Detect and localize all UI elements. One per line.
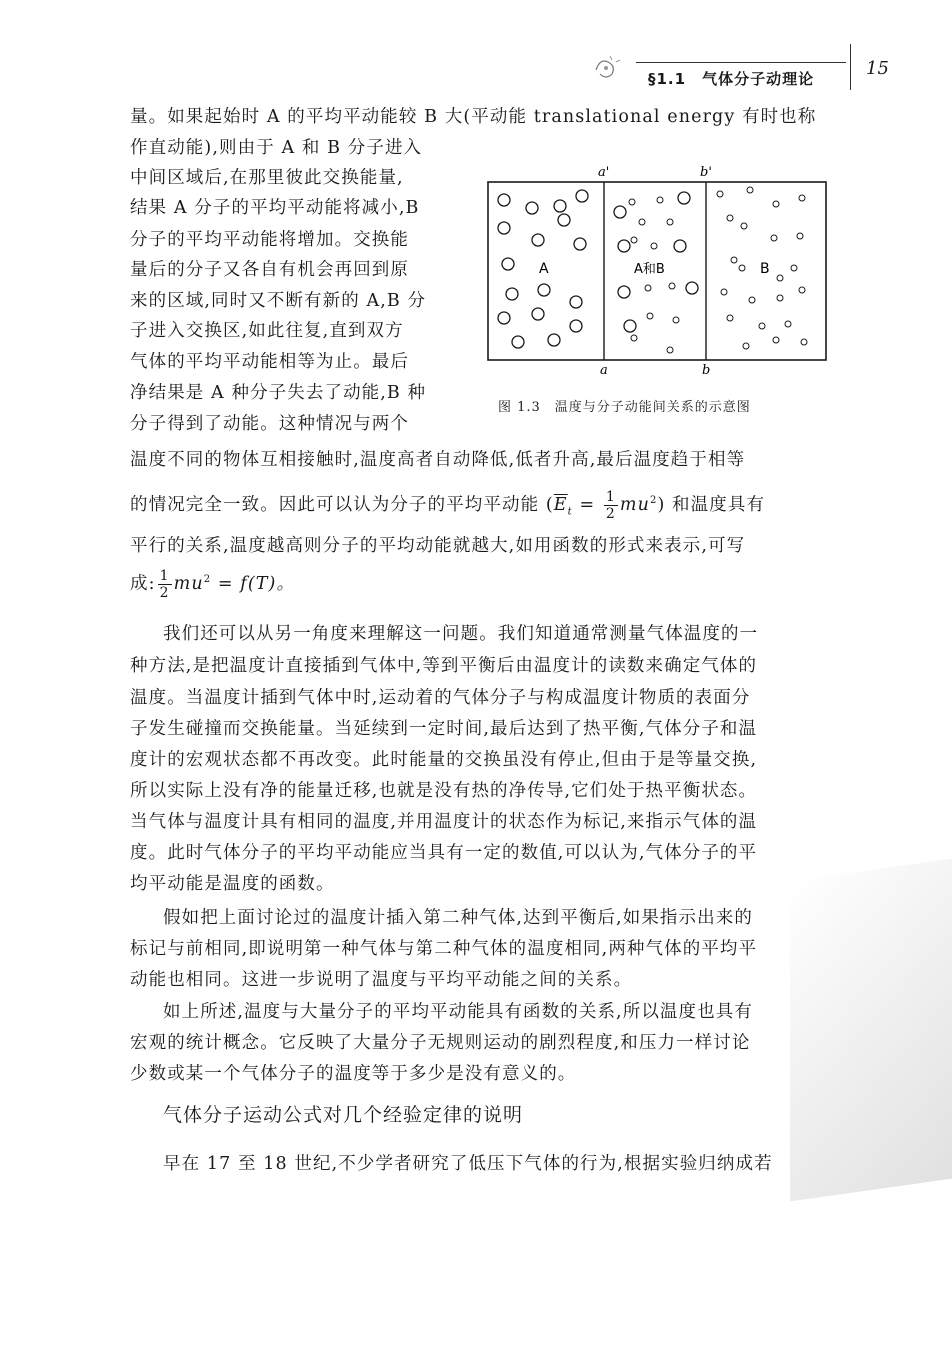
text-span: ) 和温度具有: [657, 494, 766, 515]
figure-diagram: [484, 160, 834, 390]
molecule-circle: [532, 234, 544, 246]
molecule-circle: [747, 187, 753, 193]
molecule-circle: [777, 275, 783, 281]
molecule-circle: [785, 321, 791, 327]
ornament-icon: [590, 52, 624, 82]
text-line: 中间区域后,在那里彼此交换能量,: [130, 168, 404, 188]
equals-sign: =: [572, 494, 602, 515]
header-vrule: [850, 44, 851, 90]
molecule-circle: [717, 191, 723, 197]
molecule-circle: [574, 238, 586, 250]
label-a-prime: a': [598, 165, 610, 180]
molecule-circle: [749, 297, 755, 303]
text-span: 成:: [130, 573, 156, 594]
text-line: 少数或某一个气体分子的温度等于多少是没有意义的。: [130, 1064, 577, 1084]
formula-line: [130, 560, 295, 604]
fraction-denominator: 2: [159, 584, 170, 601]
molecule-circle: [647, 313, 653, 319]
molecule-circle: [727, 315, 733, 321]
page-number: 15: [866, 58, 889, 79]
text-line: 早在 17 至 18 世纪,不少学者研究了低压下气体的行为,根据实验归纳成若: [163, 1154, 773, 1174]
molecule-circle: [498, 312, 510, 324]
text-line: 假如把上面讨论过的温度计插入第二种气体,达到平衡后,如果指示出来的: [163, 908, 753, 928]
text-line: 均平动能是温度的函数。: [130, 874, 335, 894]
section-title: §1.1 气体分子动理论: [648, 70, 815, 88]
header-rule: [636, 62, 846, 63]
exponent: 2: [203, 574, 212, 585]
molecule-circle: [526, 202, 538, 214]
label-a: a: [600, 363, 608, 378]
molecule-circle: [624, 320, 636, 332]
molecule-circle: [731, 257, 737, 263]
molecule-circle: [791, 265, 797, 271]
region-label-b: B: [760, 261, 770, 277]
molecule-circle: [639, 219, 645, 225]
formula-line: [130, 481, 765, 532]
page-header: [0, 0, 952, 100]
region-label-a: A: [539, 261, 549, 277]
text-line: 如上所述,温度与大量分子的平均平动能具有函数的关系,所以温度也具有: [163, 1002, 753, 1022]
molecule-circle: [667, 219, 673, 225]
fraction-numerator: 1: [605, 488, 616, 505]
text-line: 结果 A 分子的平均平动能将减小,B: [130, 198, 420, 218]
text-line: 我们还可以从另一角度来理解这一问题。我们知道通常测量气体温度的一: [163, 624, 759, 644]
exponent: 2: [649, 495, 658, 506]
molecule-circle: [739, 265, 745, 271]
molecule-circle: [506, 288, 518, 300]
molecule-circle: [759, 323, 765, 329]
molecule-circle: [773, 201, 779, 207]
text-line: 量。如果起始时 A 的平均平动能较 B 大(平动能 translational energy 有时也称: [130, 107, 817, 127]
molecule-circle: [532, 308, 544, 320]
molecule-circle: [631, 335, 637, 341]
fraction-half: [158, 568, 172, 601]
molecule-circle: [548, 334, 560, 346]
molecule-circle: [651, 243, 657, 249]
watermark-stamp: [790, 859, 952, 1202]
molecule-circle: [777, 295, 783, 301]
section-heading: 气体分子运动公式对几个经验定律的说明: [163, 1104, 524, 1126]
molecule-circle: [773, 337, 779, 343]
molecule-circle: [721, 289, 727, 295]
molecule-circle: [743, 343, 749, 349]
molecule-circle: [512, 336, 524, 348]
text-line: 度。此时气体分子的平均平动能应当具有一定的数值,可以认为,气体分子的平: [130, 843, 758, 863]
molecule-circle: [614, 206, 626, 218]
mu-symbol: mu: [173, 573, 204, 594]
molecule-circle: [667, 347, 673, 353]
molecule-circle: [678, 192, 690, 204]
molecule-circle: [570, 296, 582, 308]
text-line: 分子得到了动能。这种情况与两个: [130, 414, 409, 434]
text-line: 分子的平均平动能将增加。交换能: [130, 230, 409, 250]
molecule-circle: [657, 197, 663, 203]
molecule-circle: [570, 320, 582, 332]
text-line: 量后的分子又各自有机会再回到原: [130, 260, 409, 280]
text-line: 温度。当温度计插到气体中时,运动着的气体分子与构成温度计物质的表面分: [130, 688, 751, 708]
text-line: 子发生碰撞而交换能量。当延续到一定时间,最后达到了热平衡,气体分子和温: [130, 719, 758, 739]
fraction-half: [604, 489, 618, 522]
text-line: 平行的关系,温度越高则分子的平均动能就越大,如用函数的形式来表示,可写: [130, 536, 746, 556]
text-line: 气体的平均平动能相等为止。最后: [130, 352, 409, 372]
text-span: 的情况完全一致。因此可以认为分子的平均平动能 (: [130, 494, 554, 515]
text-line: 净结果是 A 种分子失去了动能,B 种: [130, 383, 427, 403]
text-line: 动能也相同。这进一步说明了温度与平均平动能之间的关系。: [130, 970, 633, 990]
molecule-circle: [576, 190, 588, 202]
fraction-denominator: 2: [605, 505, 616, 522]
figure-1-3: [484, 160, 834, 420]
label-b-prime: b': [700, 165, 712, 180]
molecule-circle: [669, 283, 675, 289]
text-line: 标记与前相同,即说明第一种气体与第二种气体的温度相同,两种气体的平均平: [130, 939, 758, 959]
energy-subscript: t: [567, 506, 573, 518]
text-line: 子进入交换区,如此往复,直到双方: [130, 321, 404, 341]
text-span: = f(T)。: [211, 573, 296, 594]
molecule-circle: [618, 286, 630, 298]
text-line: 度计的宏观状态都不再改变。此时能量的交换虽没有停止,但由于是等量交换,: [130, 750, 758, 770]
molecule-circle: [498, 222, 510, 234]
molecule-circle: [538, 284, 550, 296]
molecule-circle: [502, 258, 514, 270]
molecule-circle: [498, 194, 510, 206]
label-b: b: [702, 363, 711, 378]
molecule-circle: [554, 200, 566, 212]
text-line: 作直动能),则由于 A 和 B 分子进入: [130, 138, 423, 158]
region-label-ab: A和B: [634, 262, 665, 277]
molecule-circle: [799, 195, 805, 201]
molecule-circle: [631, 237, 637, 243]
mu-symbol: mu: [619, 494, 650, 515]
molecule-circle: [645, 285, 651, 291]
molecule-circle: [771, 235, 777, 241]
molecule-circle: [673, 317, 679, 323]
molecule-circle: [797, 233, 803, 239]
molecule-circle: [801, 339, 807, 345]
molecule-circle: [741, 223, 747, 229]
text-line: 来的区域,同时又不断有新的 A,B 分: [130, 291, 427, 311]
text-line: 所以实际上没有净的能量迁移,也就是没有热的净传导,它们处于热平衡状态。: [130, 781, 758, 801]
figure-caption: 图 1.3 温度与分子动能间关系的示意图: [498, 400, 751, 415]
molecule-circle: [674, 240, 686, 252]
molecule-circle: [629, 199, 635, 205]
molecule-circle: [618, 240, 630, 252]
energy-symbol: $\overline{E}$: [553, 494, 568, 515]
molecule-circle: [558, 214, 570, 226]
molecule-circle: [799, 287, 805, 293]
fraction-numerator: 1: [159, 567, 170, 584]
text-line: 当气体与温度计具有相同的温度,并用温度计的状态作为标记,来指示气体的温: [130, 812, 758, 832]
molecule-circle: [686, 282, 698, 294]
text-line: 宏观的统计概念。它反映了大量分子无规则运动的剧烈程度,和压力一样讨论: [130, 1033, 751, 1053]
text-line: 种方法,是把温度计直接插到气体中,等到平衡后由温度计的读数来确定气体的: [130, 656, 758, 676]
text-line: 温度不同的物体互相接触时,温度高者自动降低,低者升高,最后温度趋于相等: [130, 450, 746, 470]
molecule-circle: [727, 215, 733, 221]
